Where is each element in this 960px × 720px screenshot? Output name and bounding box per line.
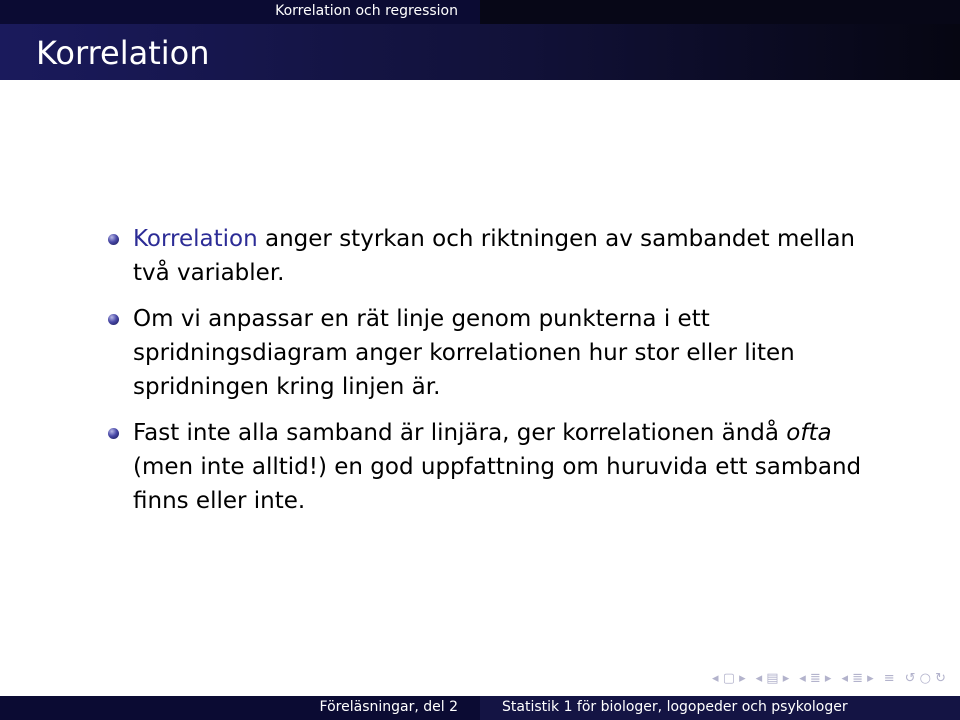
bullet-text: anger styrkan och riktningen av sambandet mellan två variabler. [133, 226, 855, 286]
bullet-item [108, 416, 878, 518]
alert-term: Korrelation [133, 226, 258, 252]
navigation-bar [712, 671, 946, 686]
nav-search-icon[interactable]: ↺ ○ ↻ [904, 671, 946, 686]
bullet-ball-icon [108, 428, 119, 439]
footer-right-panel [480, 696, 960, 720]
bullet-text: (men inte alltid!) en god uppfattning om huruvida ett samband finns eller inte. [133, 454, 862, 514]
footer-left-panel [0, 696, 480, 720]
nav-document-icon[interactable]: ◂ ≣ ▸ [841, 671, 874, 686]
bullet-ball-icon [108, 314, 119, 325]
bullet-item [108, 222, 878, 290]
section-name[interactable]: Korrelation och regression [275, 3, 458, 19]
bullet-item [108, 302, 878, 404]
header-right-panel [480, 0, 960, 24]
nav-frame-icon[interactable]: ◂ ▢ ▸ [712, 671, 746, 686]
header-strip [0, 0, 960, 24]
footer [0, 696, 960, 720]
bullet-ball-icon [108, 234, 119, 245]
slide-content [108, 222, 878, 530]
bullet-text: Om vi anpassar en rät linje genom punkterna i ett spridningsdiagram anger korrelationen hur stor eller liten spridningen kring linjen är. [133, 306, 795, 400]
footer-course[interactable]: Statistik 1 för biologer, logopeder och psykologer [502, 699, 848, 715]
header-left-panel [0, 0, 480, 24]
nav-section-icon[interactable]: ◂ ≣ ▸ [799, 671, 832, 686]
nav-subsection-icon[interactable]: ◂ ▤ ▸ [755, 671, 790, 686]
frame-title: Korrelation [36, 34, 210, 72]
frame-title-bar [0, 24, 960, 80]
nav-align-icon[interactable]: ≡ [883, 671, 895, 686]
emphasis-text: ofta [786, 420, 832, 446]
bullet-text: Fast inte alla samband är linjära, ger korrelationen ändå [133, 420, 787, 446]
footer-lecture[interactable]: Föreläsningar, del 2 [319, 699, 458, 715]
